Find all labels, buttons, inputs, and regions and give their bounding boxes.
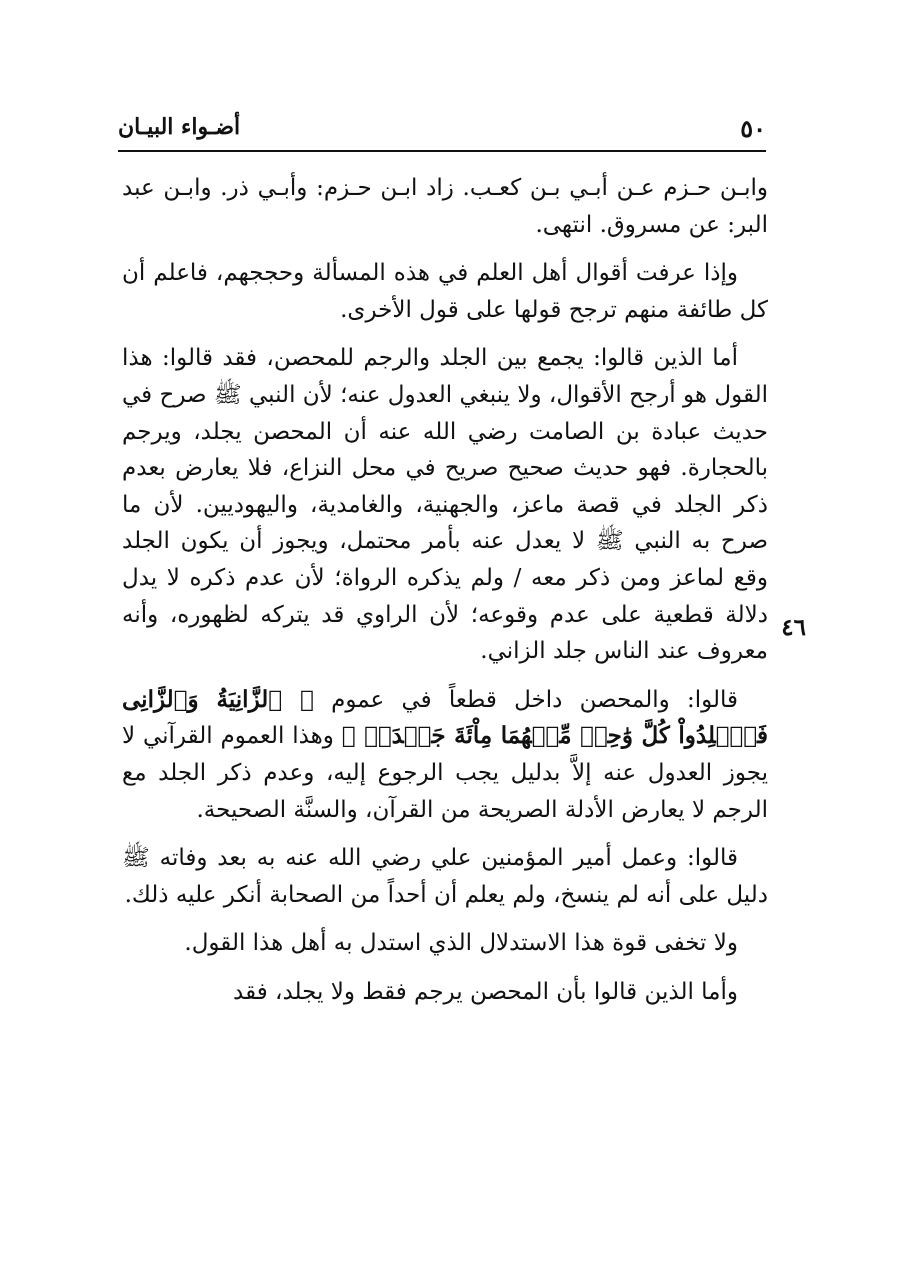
paragraph-2 [122, 255, 768, 328]
paragraph-4-text-after: وهذا العموم القرآني لا يجوز العدول عنه إلاَّ بدليل يجب الرجوع إليه، وعدم ذكر الجلد مع الرجم لا يعارض الأدلة الصريحة من القرآن، والسنَّة الصحيحة. [122, 723, 768, 823]
paragraph-5-text: قالوا: وعمل أمير المؤمنين علي رضي الله عنه به بعد وفاته ﷺ دليل على أنه لم ينسخ، ولم يعلم أن أحداً من الصحابة أنكر عليه ذلك. [122, 845, 768, 908]
paragraph-4-text-before: قالوا: والمحصن داخل قطعاً في عموم [313, 686, 738, 713]
page-header [118, 110, 766, 150]
paragraph-4 [122, 682, 768, 828]
margin-page-reference: ٤٦ [781, 614, 806, 641]
paragraph-1 [122, 170, 768, 243]
paragraph-7 [122, 974, 768, 1011]
paragraph-6 [122, 925, 768, 962]
header-divider [118, 150, 766, 152]
paragraph-3 [122, 340, 768, 669]
paragraph-6-text: ولا تخفى قوة هذا الاستدلال الذي استدل به أهل هذا القول. [184, 930, 738, 957]
paragraph-5 [122, 840, 768, 913]
quran-verse-quote: ﴿ ٱلزَّانِيَةُ وَٱلزَّانِى فَٱجۡلِدُواْ كُلَّ وَٰحِدٖ مِّنۡهُمَا مِاْئَةَ جَلۡدَةٖ ﴾ [122, 685, 768, 750]
paragraph-7-text: وأما الذين قالوا بأن المحصن يرجم فقط ولا يجلد، فقد [233, 978, 738, 1005]
body-text [122, 170, 768, 1022]
paragraph-3-text: أما الذين قالوا: يجمع بين الجلد والرجم للمحصن، فقد قالوا: هذا القول هو أرجح الأقوال، ولا ينبغي العدول عنه؛ لأن النبي ﷺ صرح في حديث عبادة بن الصامت رضي الله عنه أن المحصن يجلد، ويرجم بالحجارة. فهو حديث صحيح صريح في محل النزاع، فلا يعارض بعدم ذكر الجلد في قصة ماعز، والجهنية، والغامدية، واليهوديين. لأن ما صرح به النبي ﷺ لا يعدل عنه بأمر محتمل، ويجوز أن يكون الجلد وقع لماعز ومن ذكر معه / ولم يذكره الرواة؛ لأن عدم ذكره لا يدل دلالة قطعية على عدم وقوعه؛ لأن الراوي قد يتركه لظهوره، وأنه معروف عند الناس جلد الزاني. [122, 345, 768, 665]
page-number: ٥٠ [740, 114, 766, 143]
running-title: أضـواء البيـان [118, 114, 241, 140]
paragraph-2-text: وإذا عرفت أقوال أهل العلم في هذه المسألة وحججهم، فاعلم أن كل طائفة منهم ترجح قولها على قول الأخرى. [122, 260, 768, 323]
paragraph-1-text: وابـن حـزم عـن أبـي بـن كعـب. زاد ابـن حـزم: وأبـي ذر. وابـن عبد البر: عن مسروق. انتهى. [122, 175, 768, 238]
